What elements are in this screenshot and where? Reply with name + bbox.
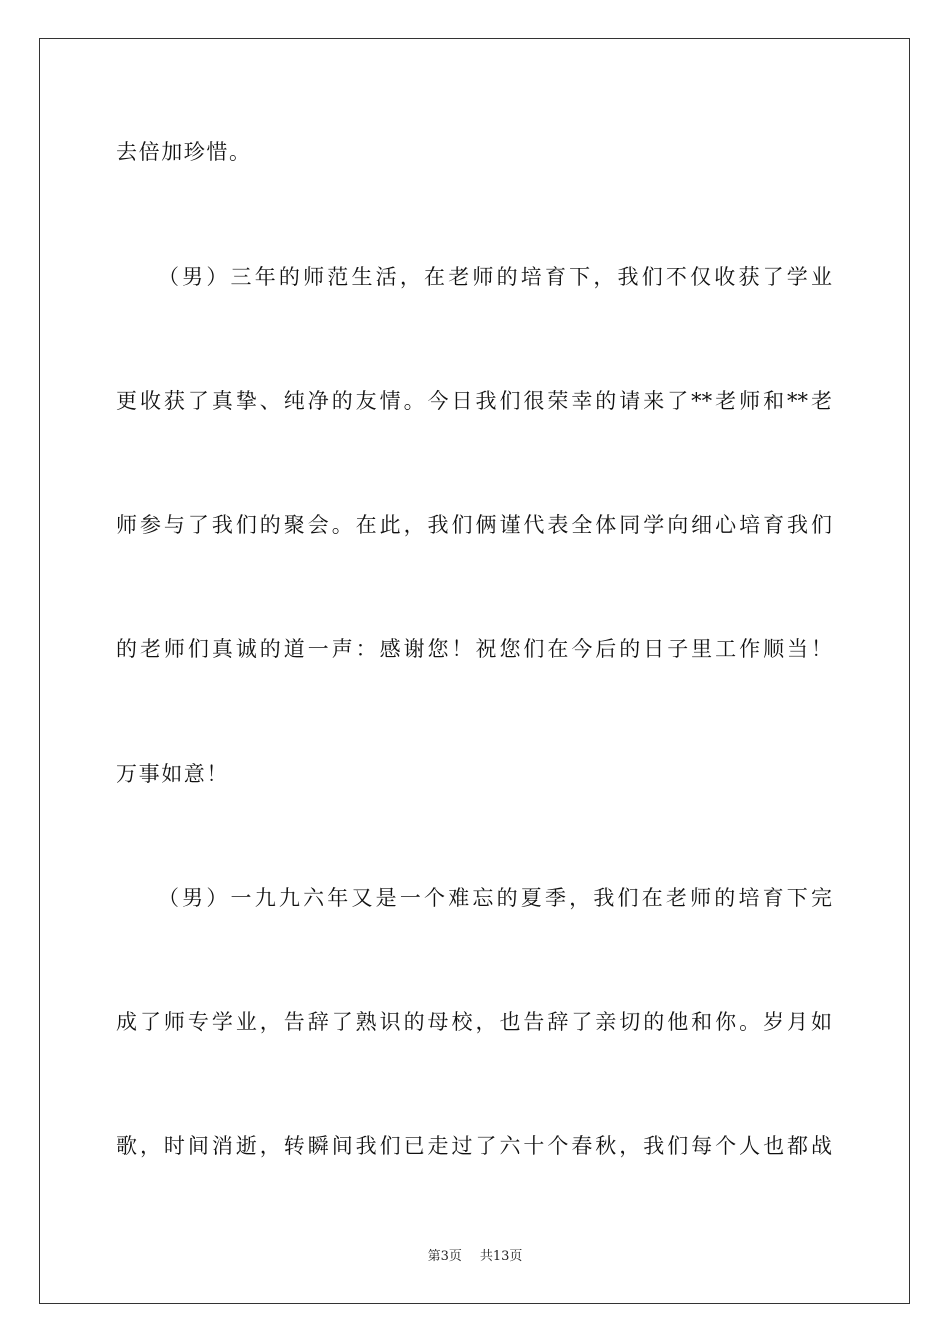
page-number: 第3页: [427, 1249, 462, 1264]
text-line-2: （男）三年的师范生活，在老师的培育下，我们不仅收获了学业: [158, 265, 832, 289]
text-line-9: 歌，时间消逝，转瞬间我们已走过了六十个春秋，我们每个人也都战: [116, 1134, 832, 1158]
page-total: 共13页: [479, 1249, 523, 1264]
text-line-4: 师参与了我们的聚会。在此，我们俩谨代表全体同学向细心培育我们: [116, 513, 832, 537]
text-line-6: 万事如意！: [116, 762, 229, 786]
text-line-3: 更收获了真挚、纯净的友情。今日我们很荣幸的请来了**老师和**老: [116, 389, 832, 413]
text-line-7: （男）一九九六年又是一个难忘的夏季，我们在老师的培育下完: [158, 886, 832, 910]
page-border: [39, 38, 910, 1304]
text-line-8: 成了师专学业，告辞了熟识的母校，也告辞了亲切的他和你。岁月如: [116, 1010, 832, 1034]
page-footer: [0, 1249, 950, 1265]
text-line-5: 的老师们真诚的道一声：感谢您！祝您们在今后的日子里工作顺当！: [116, 637, 832, 661]
text-line-1: 去倍加珍惜。: [116, 140, 252, 164]
